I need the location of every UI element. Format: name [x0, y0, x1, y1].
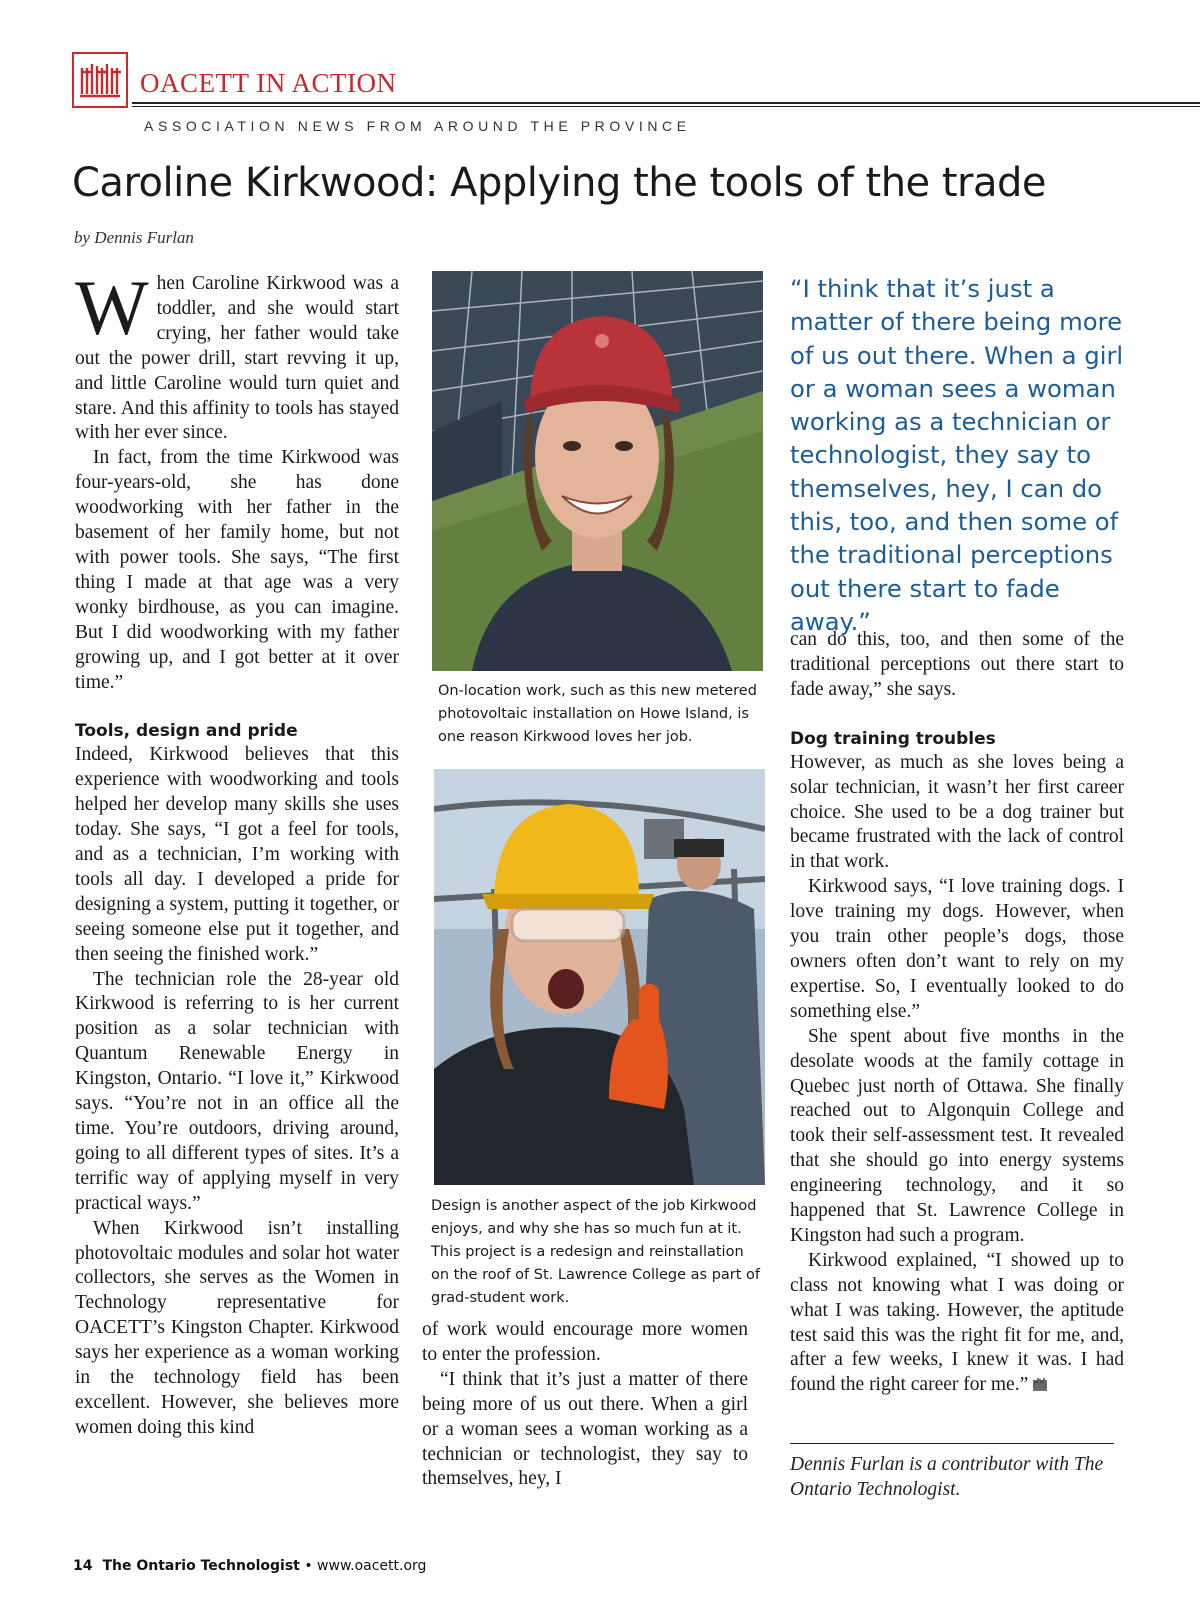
- paragraph: The technician role the 28-year old Kirkwood is referring to is her current position as a solar technician with Quantum Renewable Energy in Kingston, Ontario. “I love it,” Kirkwood says. “You’re not in an office all the time. You’re outdoors, driving around, going to all different types of sites. It’s a terrific way of applying myself in very practical ways.”: [75, 968, 399, 1214]
- oacett-logo-icon: [72, 52, 128, 108]
- paragraph: Kirkwood explained, “I showed up to class not knowing what I was doing or what I was taking. However, the aptitude test said this was the right fit for me, and, after a few weeks, I knew it was. I had found the right career for me.”: [790, 1249, 1124, 1396]
- footer-separator: •: [299, 1558, 318, 1574]
- paragraph: “I think that it’s just a matter of there being more of us out there. When a girl or a woman sees a woman working as a technician or technologist, they say to themselves, hey, I: [422, 1368, 748, 1490]
- article-column-2: [422, 1318, 748, 1492]
- section-subtitle: ASSOCIATION NEWS FROM AROUND THE PROVINCE: [144, 118, 691, 134]
- article-column-1: [75, 264, 399, 1441]
- bio-divider: [790, 1443, 1114, 1444]
- footer-url[interactable]: www.oacett.org: [317, 1558, 427, 1574]
- drop-cap: W: [75, 264, 149, 351]
- paragraph: However, as much as she loves being a solar technician, it wasn’t her first career choice. She used to be a dog trainer but became frustrated with the lack of control in that work.: [790, 751, 1124, 873]
- paragraph: of work would encourage more women to enter the profession.: [422, 1319, 748, 1365]
- oacett-end-mark-icon: [1032, 1377, 1048, 1391]
- photo-caption: Design is another aspect of the job Kirkwood enjoys, and why she has so much fun at it. This project is a redesign and reinstallation on the roof of St. Lawrence College as part of grad-student work.: [431, 1198, 761, 1306]
- paragraph: Indeed, Kirkwood believes that this experience with woodworking and tools helped her develop many skills she uses today. She says, “I got a feel for tools, and as a technician, I’m working with tools all day. I developed a pride for designing a system, putting it together, or seeing someone else put it together, and then seeing the finished work.”: [75, 744, 399, 965]
- paragraph: In fact, from the time Kirkwood was four-years-old, she has done woodworking with her father in the basement of her family home, but not with power tools. She says, “The first thing I made at that age was a very wonky birdhouse, as you can imagine. But I did woodworking with my father growing up, and I got better at it over time.”: [75, 447, 399, 693]
- article-column-3: [790, 628, 1124, 1398]
- publication-name: The Ontario Technologist: [102, 1558, 300, 1574]
- article-headline: Caroline Kirkwood: Applying the tools of the trade: [72, 160, 1047, 206]
- photo-st-lawrence-roof: [434, 769, 765, 1185]
- header-rule-thin: [132, 106, 1200, 107]
- paragraph: When Caroline Kirkwood was a toddler, and she would start crying, her father would take out the power drill, start revving it up, and little Caroline would turn quiet and stare. And this affinity to tools has stayed with her ever since.: [75, 264, 399, 444]
- paragraph: She spent about five months in the desolate woods at the family cottage in Quebec just north of Ottawa. She finally reached out to Algonquin College and took their self-assessment test. It revealed that she should go into energy systems engineering technology, and it so happened that St. Lawrence College in Kingston had such a program.: [790, 1025, 1124, 1246]
- byline: by Dennis Furlan: [74, 228, 194, 247]
- page-footer: [73, 1558, 426, 1574]
- header-rule: [132, 102, 1200, 104]
- subheading: Tools, design and pride: [75, 721, 298, 742]
- paragraph: Kirkwood says, “I love training dogs. I love training my dogs. However, when you train other people’s dogs, those owners often don’t want to rely on my expertise. So, I eventually looked to do something else.”: [790, 876, 1124, 1022]
- paragraph: When Kirkwood isn’t installing photovoltaic modules and solar hot water collectors, she serves as the Women in Technology representative for OACETT’s Kingston Chapter. Kirkwood says her experience as a woman working in the technology field has been excellent. However, she believes more women doing this kind: [75, 1217, 399, 1438]
- paragraph: can do this, too, and then some of the traditional perceptions out there start to fade away,” she says.: [790, 629, 1124, 700]
- page-number: 14: [73, 1558, 93, 1574]
- photo-caption: On-location work, such as this new metered photovoltaic installation on Howe Island, is one reason Kirkwood loves her job.: [438, 683, 757, 745]
- section-title: OACETT IN ACTION: [140, 68, 397, 98]
- pull-quote: “I think that it’s just a matter of there being more of us out there. When a girl or a woman sees a woman working as a technician or technologist, they say to themselves, hey, I can do this, too, and then some of the traditional perceptions out there start to fade away.”: [790, 274, 1124, 636]
- subheading: Dog training troubles: [790, 728, 996, 749]
- author-bio: Dennis Furlan is a contributor with The Ontario Technologist.: [790, 1454, 1104, 1500]
- photo-howe-island: [432, 271, 763, 671]
